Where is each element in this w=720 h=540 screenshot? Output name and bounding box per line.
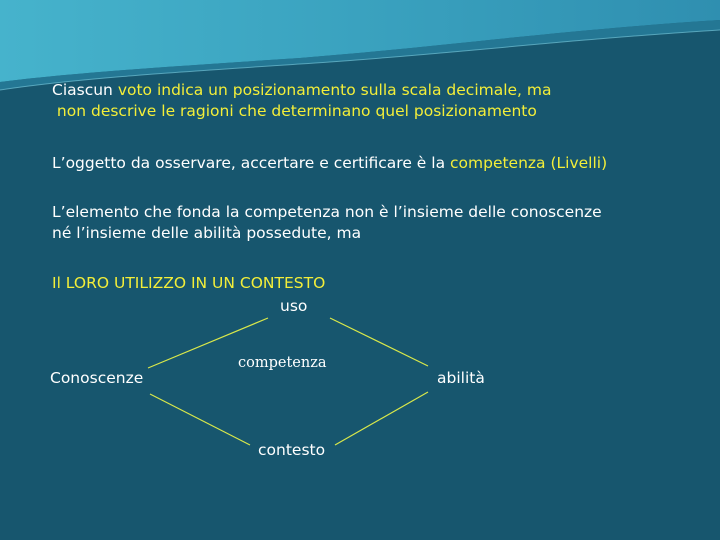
paragraph-elemento bbox=[52, 202, 602, 244]
diagram-label-abilita: abilità bbox=[437, 369, 485, 387]
connector-bottom-right bbox=[335, 392, 428, 445]
paragraph-voto bbox=[52, 80, 552, 122]
text: L’oggetto da osservare, accertare e certificare è la bbox=[52, 154, 450, 172]
paragraph-oggetto bbox=[52, 153, 607, 174]
diagram-label-contesto: contesto bbox=[258, 441, 326, 459]
highlight-text: voto indica un posizionamento sulla scala decimale, ma bbox=[117, 81, 552, 99]
text: L’elemento che fonda la competenza non è l’insieme delle conoscenze bbox=[52, 203, 602, 221]
connector-top-right bbox=[330, 318, 428, 366]
highlight-text: non descrive le ragioni che determinano quel posizionamento bbox=[52, 102, 537, 120]
text: Il LORO UTILIZZO IN UN CONTESTO bbox=[52, 274, 326, 292]
connector-left-bottom bbox=[150, 394, 250, 445]
text: Ciascun bbox=[52, 81, 118, 99]
diagram-label-uso: uso bbox=[280, 297, 308, 315]
text: né l’insieme delle abilità possedute, ma bbox=[52, 224, 362, 242]
diagram-label-conoscenze: Conoscenze bbox=[50, 369, 144, 387]
diagram-label-competenza: competenza bbox=[238, 355, 327, 371]
paragraph-utilizzo bbox=[52, 273, 325, 294]
highlight-text: competenza (Livelli) bbox=[450, 154, 608, 172]
